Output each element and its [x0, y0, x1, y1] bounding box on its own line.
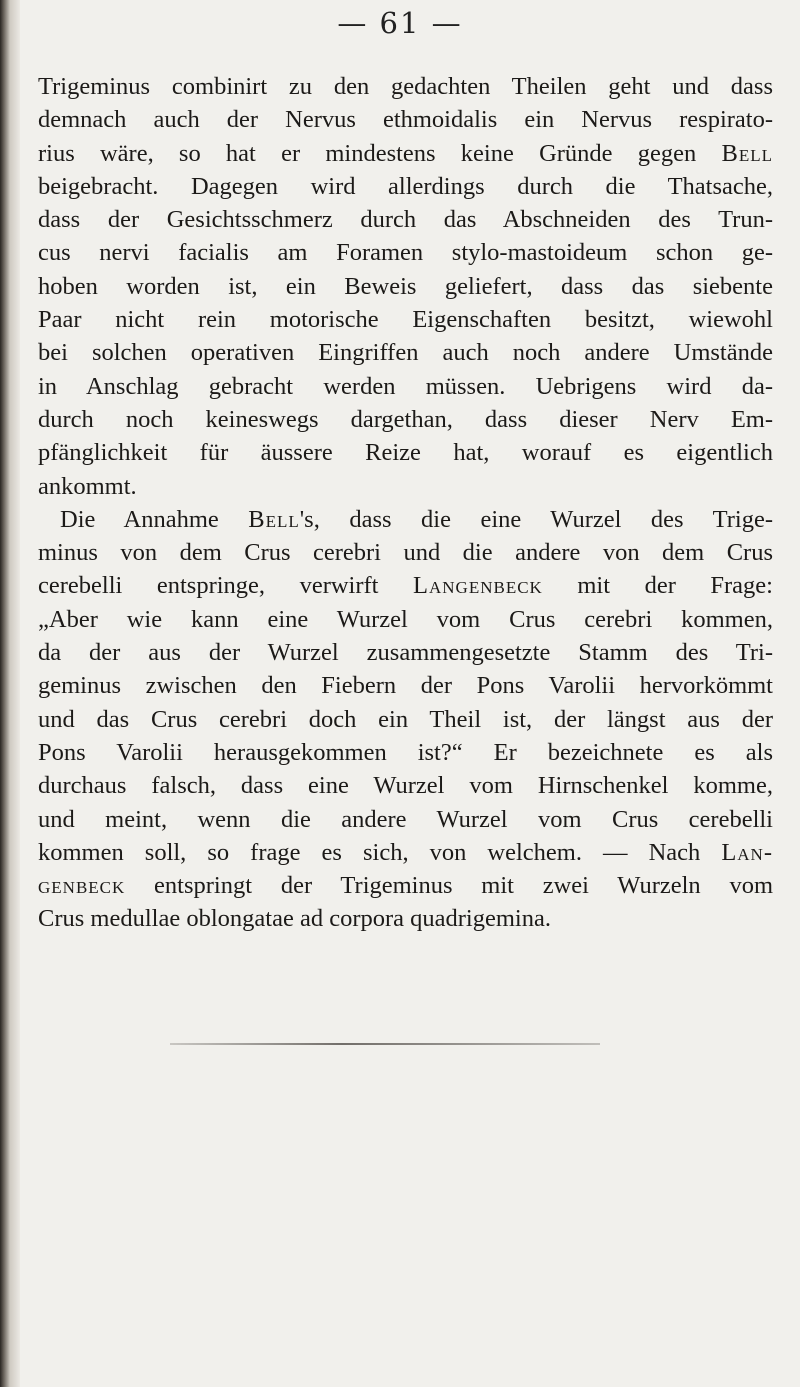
text-line: dass der Gesichtsschmerz durch das Abschneiden des Trun-: [38, 206, 773, 234]
text-segment: cerebelli entspringe, verwirft: [38, 572, 414, 600]
author-name: Bell: [248, 505, 300, 533]
text-line: und meint, wenn die andere Wurzel vom Crus cerebelli: [38, 805, 773, 833]
text-line: Trigeminus combinirt zu den gedachten Theilen geht und dass: [38, 73, 773, 100]
text-segment: rius wäre, so hat er mindestens keine Gründe gegen: [38, 139, 722, 167]
author-name: genbeck: [38, 872, 126, 900]
text-line: Crus medullae oblongatae ad corpora quadrigemina.: [38, 905, 551, 933]
author-name: Langenbeck: [413, 572, 543, 600]
text-segment: kommen soll, so frage es sich, von welchem. — Nach: [38, 838, 722, 866]
text-segment: 's, dass die eine Wurzel des Trige-: [299, 505, 773, 533]
text-line: Pons Varolii herausgekommen ist?“ Er bezeichnete es als: [38, 738, 773, 766]
text-line: [38, 503, 773, 536]
text-line: in Anschlag gebracht werden müssen. Uebrigens wird da-: [38, 372, 773, 400]
text-line: „Aber wie kann eine Wurzel vom Crus cerebri kommen,: [38, 605, 773, 633]
text-line: pfänglichkeit für äussere Reize hat, worauf es eigentlich: [38, 439, 773, 467]
text-line: bei solchen operativen Eingriffen auch noch andere Umstände: [38, 339, 773, 367]
text-segment: mit der Frage:: [542, 572, 773, 600]
paragraph-1: [38, 70, 773, 503]
text-line: da der aus der Wurzel zusammengesetzte Stamm des Tri-: [38, 639, 773, 667]
text-line: hoben worden ist, ein Beweis geliefert, dass das siebente: [38, 272, 773, 300]
text-line: geminus zwischen den Fiebern der Pons Varolii hervorkömmt: [38, 672, 773, 700]
page-gutter-shadow: [0, 0, 20, 1387]
page-number: — 61 —: [337, 6, 463, 40]
text-line: [38, 869, 773, 902]
text-line: und das Crus cerebri doch ein Theil ist, der längst aus der: [38, 705, 773, 733]
text-line: cus nervi facialis am Foramen stylo-mastoideum schon ge-: [38, 239, 773, 267]
text-line: ankommt.: [38, 472, 137, 500]
separator-rule: [170, 1043, 600, 1045]
text-line: durchaus falsch, dass eine Wurzel vom Hirnschenkel komme,: [38, 772, 773, 800]
body-text: [38, 70, 773, 936]
text-line: [38, 569, 773, 602]
text-line: minus von dem Crus cerebri und die andere von dem Crus: [38, 539, 773, 567]
paragraph-2: [38, 503, 773, 936]
text-line: [38, 137, 773, 170]
text-line: beigebracht. Dagegen wird allerdings durch die Thatsache,: [38, 172, 773, 200]
text-segment: entspringt der Trigeminus mit zwei Wurzeln vom: [125, 872, 773, 900]
text-segment: Die Annahme: [60, 505, 249, 533]
text-line: [38, 836, 773, 869]
text-line: demnach auch der Nervus ethmoidalis ein Nervus respirato-: [38, 106, 773, 134]
author-name: Lan-: [721, 838, 773, 866]
text-line: durch noch keineswegs dargethan, dass dieser Nerv Em-: [38, 405, 773, 433]
text-line: Paar nicht rein motorische Eigenschaften besitzt, wiewohl: [38, 306, 773, 334]
author-name: Bell: [721, 139, 773, 167]
